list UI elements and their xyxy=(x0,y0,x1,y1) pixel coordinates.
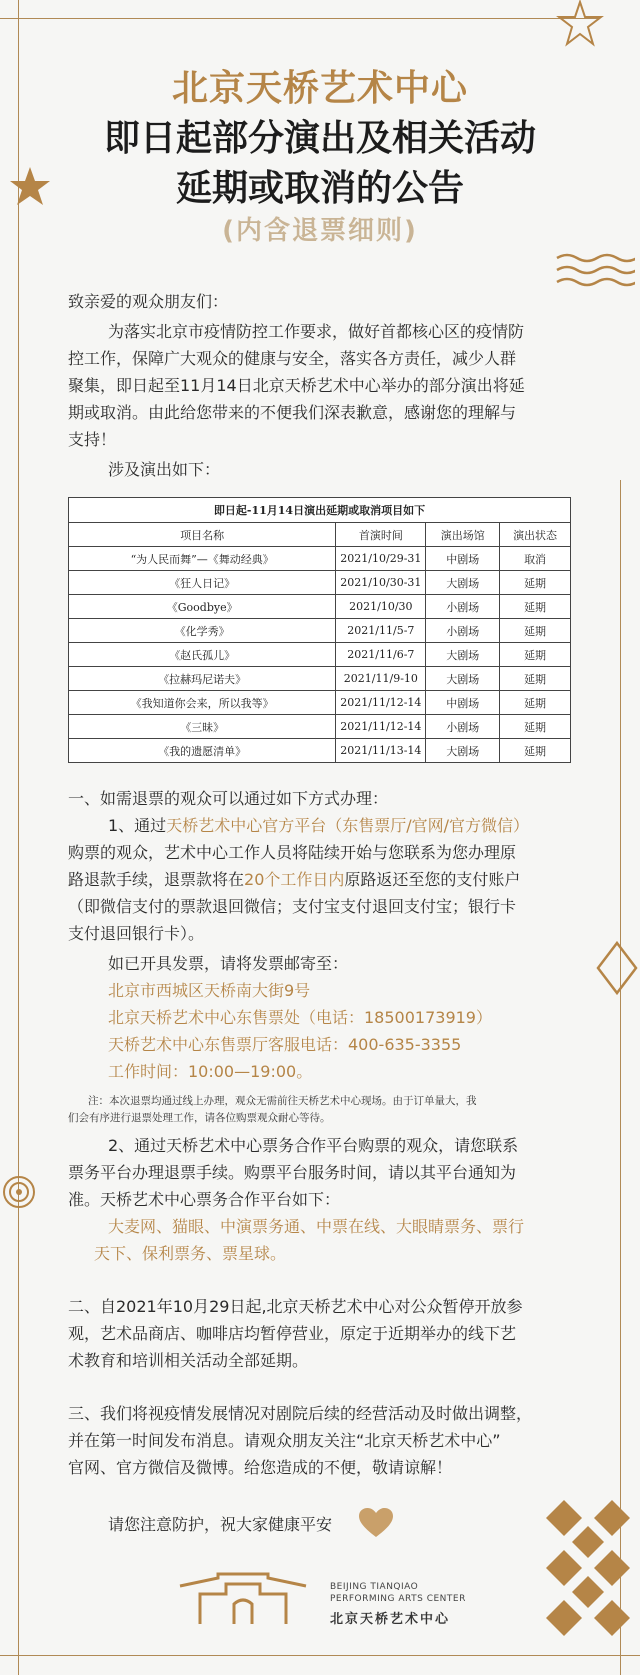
table-row xyxy=(69,739,571,763)
cell-show: 《我的遗愿清单》 xyxy=(69,739,336,763)
cell-show: 《拉赫玛尼诺夫》 xyxy=(69,667,336,691)
refund-heading: 一、如需退票的观众可以通过如下方式办理： xyxy=(68,789,389,808)
intro-line: 支持！ xyxy=(68,430,117,449)
refund-p1-text: 1、通过 xyxy=(108,816,167,835)
table-row xyxy=(69,547,571,571)
title-line-4: (内含退票细则) xyxy=(222,216,418,246)
table-header: 首演时间 xyxy=(336,523,426,547)
cell-date: 2021/11/13-14 xyxy=(336,739,426,763)
cell-venue: 小剧场 xyxy=(426,619,500,643)
intro-line: 控工作，保障广大观众的健康与安全，落实各方责任，减少人群 xyxy=(68,349,517,368)
title-line-2: 即日起部分演出及相关活动 xyxy=(103,118,536,159)
table-header: 演出场馆 xyxy=(426,523,500,547)
intro-line: 为落实北京市疫情防控工作要求，做好首都核心区的疫情防 xyxy=(108,322,525,341)
diamond-pattern-icon xyxy=(540,1500,636,1640)
refund-p1-line3 xyxy=(68,866,588,893)
cell-date: 2021/11/9-10 xyxy=(336,667,426,691)
title-line-1: 北京天桥艺术中心 xyxy=(171,68,468,109)
cell-date: 2021/10/30 xyxy=(336,595,426,619)
intro-line: 期或取消。由此给您带来的不便我们深表歉意，感谢您的理解与 xyxy=(68,403,517,422)
cell-status: 延期 xyxy=(500,643,571,667)
frame-line-top xyxy=(0,18,600,19)
cell-show: 《我知道你会来，所以我等》 xyxy=(69,691,336,715)
cell-show: 《狂人日记》 xyxy=(69,571,336,595)
refund-p1-line1 xyxy=(68,812,588,839)
refund-p2-line: 准。天桥艺术中心票务合作平台如下： xyxy=(68,1190,341,1209)
section3-line: 并在第一时间发布消息。请观众朋友关注“北京天桥艺术中心” xyxy=(68,1431,501,1450)
cell-show: “为人民而舞”—《舞动经典》 xyxy=(69,547,336,571)
cell-venue: 大剧场 xyxy=(426,739,500,763)
cell-venue: 小剧场 xyxy=(426,595,500,619)
cell-date: 2021/11/6-7 xyxy=(336,643,426,667)
cell-status: 延期 xyxy=(500,739,571,763)
title-line-3: 延期或取消的公告 xyxy=(175,168,464,209)
cell-venue: 大剧场 xyxy=(426,667,500,691)
logo-name-cn: 北京天桥艺术中心 xyxy=(330,1612,451,1627)
ticket-office-phone: 北京天桥艺术中心东售票处（电话：18500173919） xyxy=(108,1008,492,1027)
cell-date: 2021/11/12-14 xyxy=(336,715,426,739)
cell-status: 延期 xyxy=(500,619,571,643)
partner-platforms: 天下、保利票务、票星球。 xyxy=(94,1244,287,1263)
cell-status: 取消 xyxy=(500,547,571,571)
section3-line: 官网、官方微信及微博。给您造成的不便，敬请谅解！ xyxy=(68,1458,453,1477)
logo-name-en-1: BEIJING TIANQIAO xyxy=(330,1582,419,1592)
table-row xyxy=(69,571,571,595)
shows-table xyxy=(68,497,571,763)
cell-status: 延期 xyxy=(500,715,571,739)
heart-icon xyxy=(358,1507,394,1539)
table-row xyxy=(69,667,571,691)
refund-p1-text: 原路返还至您的支付账户 xyxy=(344,870,521,889)
cell-status: 延期 xyxy=(500,691,571,715)
cell-date: 2021/11/5-7 xyxy=(336,619,426,643)
refund-p1-line: 购票的观众，艺术中心工作人员将陆续开始与您联系为您办理原 xyxy=(68,843,517,862)
section3-line: 三、我们将视疫情发展情况对剧院后续的经营活动及时做出调整， xyxy=(68,1404,533,1423)
working-hours: 工作时间：10:00—19:00。 xyxy=(108,1062,313,1081)
table-row xyxy=(69,691,571,715)
table-header: 项目名称 xyxy=(69,523,336,547)
official-platform-text: 天桥艺术中心官方平台（东售票厅/官网/官方微信） xyxy=(166,816,529,835)
table-row xyxy=(69,595,571,619)
cell-show: 《Goodbye》 xyxy=(69,595,336,619)
refund-p2-line: 票务平台办理退票手续。购票平台服务时间，请以其平台通知为 xyxy=(68,1163,517,1182)
cell-date: 2021/10/29-31 xyxy=(336,547,426,571)
section2-line: 二、自2021年10月29日起,北京天桥艺术中心对公众暂停开放参 xyxy=(68,1297,523,1316)
greeting: 致亲爱的观众朋友们： xyxy=(68,292,229,311)
cell-date: 2021/10/30-31 xyxy=(336,571,426,595)
cell-date: 2021/11/12-14 xyxy=(336,691,426,715)
intro-line: 聚集，即日起至11月14日北京天桥艺术中心举办的部分演出将延 xyxy=(68,376,525,395)
refund-p1-line: （即微信支付的票款退回微信；支付宝支付退回支付宝；银行卡 xyxy=(68,897,517,916)
cell-status: 延期 xyxy=(500,595,571,619)
cell-venue: 大剧场 xyxy=(426,643,500,667)
refund-p2-line: 2、通过天桥艺术中心票务合作平台购票的观众，请您联系 xyxy=(108,1136,519,1155)
refund-note: 们会有序进行退票处理工作，请各位购票观众耐心等待。 xyxy=(68,1112,331,1124)
cell-venue: 中剧场 xyxy=(426,691,500,715)
table-row xyxy=(69,619,571,643)
table-header: 演出状态 xyxy=(500,523,571,547)
section2-line: 观，艺术品商店、咖啡店均暂停营业，原定于近期举办的线下艺 xyxy=(68,1324,517,1343)
cell-venue: 中剧场 xyxy=(426,547,500,571)
closing-text: 请您注意防护，祝大家健康平安 xyxy=(108,1515,333,1534)
refund-p1-line: 支付退回银行卡）。 xyxy=(68,924,205,943)
star-outline-icon xyxy=(555,0,605,50)
table-caption: 即日起-11月14日演出延期或取消项目如下 xyxy=(69,498,571,523)
section2-line: 术教育和培训相关活动全部延期。 xyxy=(68,1351,309,1370)
partner-platforms: 大麦网、猫眼、中演票务通、中票在线、大眼睛票务、票行 xyxy=(108,1217,525,1236)
frame-line-bottom xyxy=(0,1655,640,1656)
concentric-circles-icon xyxy=(2,1175,36,1209)
refund-p1-text: 路退款手续，退票款将在 xyxy=(68,870,245,889)
cell-venue: 大剧场 xyxy=(426,571,500,595)
refund-note: 注：本次退票均通过线上办理，观众无需前往天桥艺术中心现场。由于订单量大，我 xyxy=(88,1095,477,1107)
refund-days-text: 20个工作日内 xyxy=(244,870,345,889)
frame-line-left xyxy=(18,0,19,1675)
cell-show: 《化学秀》 xyxy=(69,619,336,643)
cell-show: 《三昧》 xyxy=(69,715,336,739)
cell-show: 《赵氏孤儿》 xyxy=(69,643,336,667)
cell-status: 延期 xyxy=(500,571,571,595)
wave-lines-icon xyxy=(555,250,635,290)
cell-venue: 小剧场 xyxy=(426,715,500,739)
cell-status: 延期 xyxy=(500,667,571,691)
mail-address: 北京市西城区天桥南大街9号 xyxy=(108,981,311,1000)
service-hotline: 天桥艺术中心东售票厅客服电话：400-635-3355 xyxy=(108,1035,462,1054)
involved-label: 涉及演出如下： xyxy=(108,460,221,479)
table-row xyxy=(69,643,571,667)
theatre-logo-icon xyxy=(178,1568,308,1626)
logo-name-en-2: PERFORMING ARTS CENTER xyxy=(330,1594,466,1604)
invoice-label: 如已开具发票，请将发票邮寄至： xyxy=(108,954,349,973)
table-row xyxy=(69,715,571,739)
